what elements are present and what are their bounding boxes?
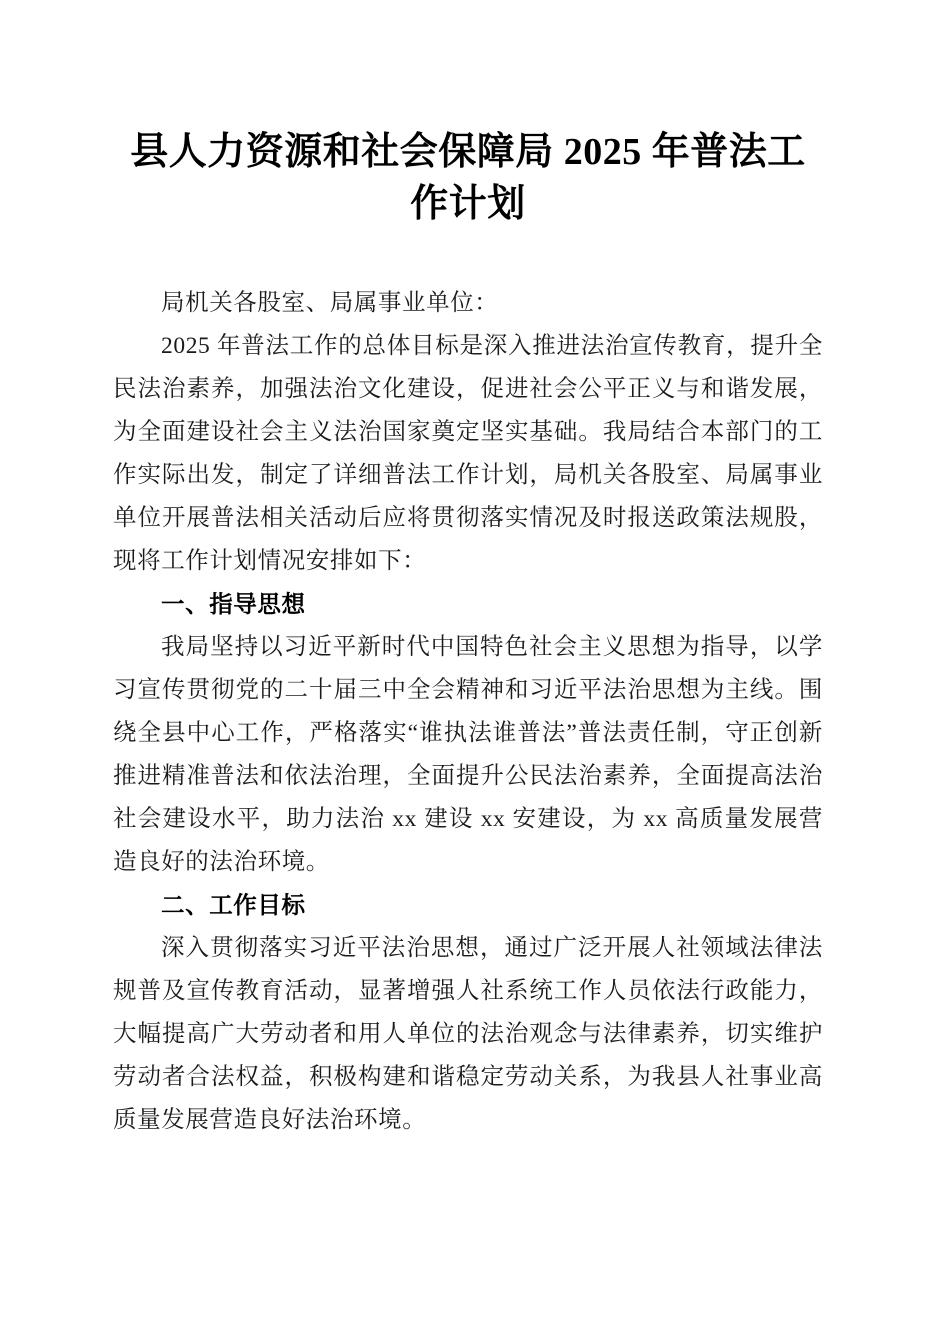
title-spacer [113,230,823,282]
body-paragraph: 我局坚持以习近平新时代中国特色社会主义思想为指导，以学习宣传贯彻党的二十届三中全会精神和习近平法治思想为主线。围绕全县中心工作，严格落实“谁执法谁普法”普法责任制，守正创新推进精准普法和依法治理，全面提升公民法治素养，全面提高法治社会建设水平，助力法治 xx 建设 xx 安建设，为 xx 高质量发展营造良好的法治环境。 [113,634,823,875]
section-heading: 一、指导思想 [161,591,306,617]
document-body [113,0,823,1142]
section-heading: 二、工作目标 [161,892,306,918]
salutation-line: 局机关各股室、局属事业单位： [161,290,499,316]
page-title: 县人力资源和社会保障局 2025 年普法工作计划 [130,131,806,225]
body-paragraph: 2025 年普法工作的总体目标是深入推进法治宣传教育，提升全民法治素养，加强法治文化建设，促进社会公平正义与和谐发展，为全面建设社会主义法治国家奠定坚实基础。我局结合本部门的工作实际出发，制定了详细普法工作计划，局机关各股室、局属事业单位开展普法相关活动后应将贯彻落实情况及时报送政策法规股，现将工作计划情况安排如下： [113,333,823,574]
content-blocks [113,325,823,1142]
body-paragraph: 深入贯彻落实习近平法治思想，通过广泛开展人社领域法律法规普及宣传教育活动，显著增强人社系统工作人员依法行政能力，大幅提高广大劳动者和用人单位的法治观念与法律素养，切实维护劳动者合法权益，积极构建和谐稳定劳动关系，为我县人社事业高质量发展营造良好法治环境。 [113,935,823,1133]
